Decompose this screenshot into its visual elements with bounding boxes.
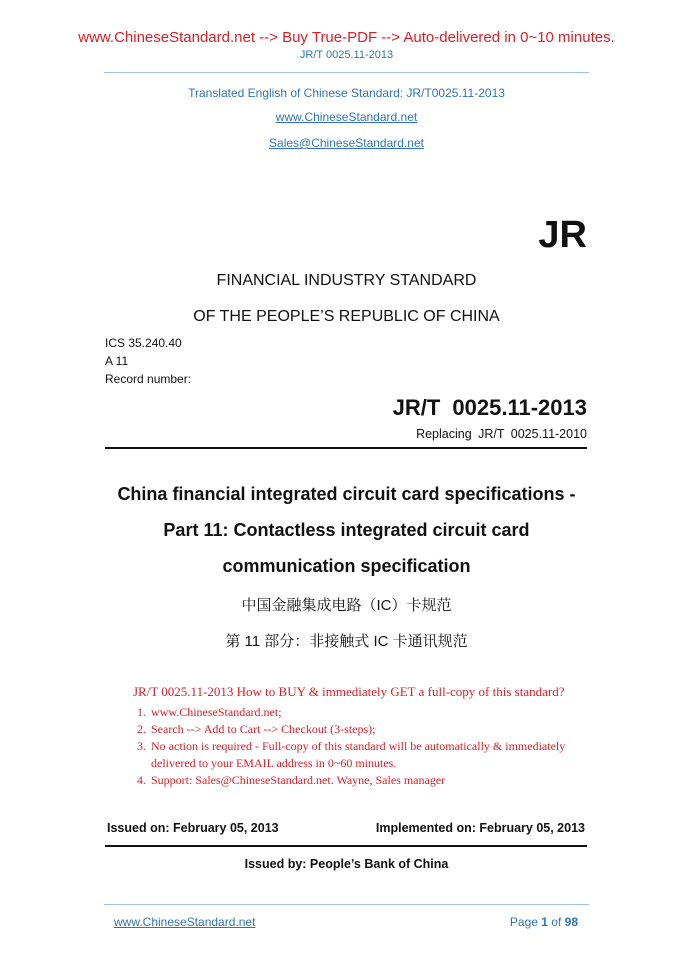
page-of: of: [547, 915, 565, 929]
page-current: 1: [541, 915, 548, 929]
step-number: 2.: [137, 722, 146, 736]
footer-divider: [104, 904, 589, 905]
promo-banner: www.ChineseStandard.net --> Buy True-PDF --> Auto-delivered in 0~10 minutes.: [78, 29, 615, 46]
implemented-on-date: Implemented on: February 05, 2013: [375, 821, 585, 835]
ccs-code: A 11: [105, 354, 129, 368]
website-link[interactable]: www.ChineseStandard.net: [275, 110, 418, 124]
dates-divider: [105, 845, 587, 847]
translated-note: Translated English of Chinese Standard: JR/T0025.11-2013: [188, 86, 505, 100]
step-text: Search --> Add to Cart --> Checkout (3-steps);: [151, 722, 376, 736]
site-link-wrapper: [0, 110, 693, 124]
step-number: 4.: [137, 773, 146, 787]
page-indicator: [510, 915, 578, 929]
sales-email-link[interactable]: Sales@ChineseStandard.net: [269, 136, 424, 150]
buy-title: JR/T 0025.11-2013 How to BUY & immediately GET a full-copy of this standard?: [133, 684, 565, 699]
header-divider: [104, 72, 589, 73]
buy-step: [133, 721, 593, 738]
buy-instructions: [133, 684, 593, 789]
step-number: 1.: [137, 705, 146, 719]
buy-step: [133, 738, 593, 772]
title-en-line3: communication specification: [222, 556, 471, 576]
standard-category-line2: OF THE PEOPLE’S REPUBLIC OF CHINA: [193, 308, 500, 325]
buy-steps-list: [133, 704, 593, 789]
page-total: 98: [564, 915, 578, 929]
issued-by: Issued by: People’s Bank of China: [244, 857, 449, 871]
header-doc-code: JR/T 0025.11-2013: [299, 49, 394, 61]
title-en-line2: Part 11: Contactless integrated circuit card: [163, 520, 530, 540]
page-prefix: Page: [509, 915, 542, 929]
step-text: No action is required - Full-copy of this standard will be automatically & immediately delivered to your EMAIL address in 0~60 minutes.: [151, 739, 566, 770]
jr-logo: JR: [538, 214, 587, 256]
step-text[interactable]: www.ChineseStandard.net;: [151, 705, 282, 719]
buy-step: [133, 704, 593, 721]
standard-category-line1: FINANCIAL INDUSTRY STANDARD: [216, 272, 477, 289]
cover-divider: [105, 447, 587, 449]
ics-code: ICS 35.240.40: [105, 336, 182, 350]
standard-number: JR/T 0025.11-2013: [392, 395, 587, 420]
title-zh-line2: 第 11 部分：非接触式 IC 卡通讯规范: [225, 633, 468, 650]
issued-on-date: Issued on: February 05, 2013: [107, 821, 279, 835]
footer-website-link[interactable]: www.ChineseStandard.net: [114, 915, 256, 929]
title-zh-line1: 中国金融集成电路（IC）卡规范: [241, 597, 452, 614]
step-text: Support: Sales@ChineseStandard.net. Wayne, Sales manager: [151, 773, 446, 787]
record-number: Record number:: [105, 372, 192, 386]
step-number: 3.: [137, 739, 146, 753]
buy-step: [133, 772, 593, 789]
title-en-line1: China financial integrated circuit card specifications -: [117, 484, 576, 504]
replacing-note: Replacing JR/T 0025.11-2010: [416, 427, 587, 441]
email-link-wrapper: [0, 136, 693, 150]
